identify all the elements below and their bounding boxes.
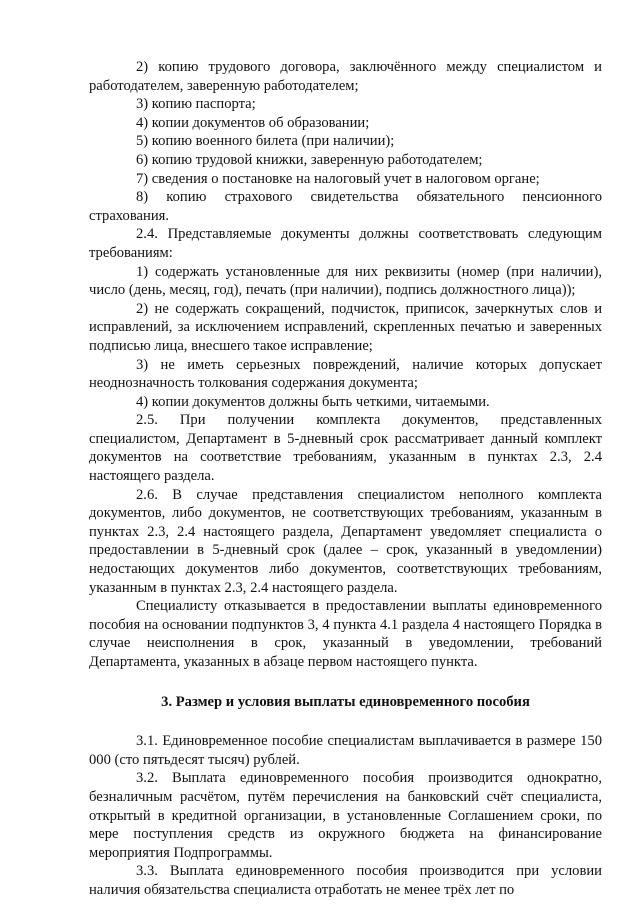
- paragraph: Специалисту отказывается в предоставлении выплаты единовременного пособия на основании подпунктов 3, 4 пункта 4.1 раздела 4 настоящего Порядка в случае неисполнения в срок, указанный в уведомлении, требований Департамента, указанных в абзаце первом настоящего пункта.: [89, 598, 602, 670]
- paragraph: 3.1. Единовременное пособие специалистам выплачивается в размере 150 000 (сто пятьдесят тысяч) рублей.: [89, 733, 602, 768]
- document-body: [89, 58, 602, 900]
- paragraph: 3) копию паспорта;: [136, 96, 256, 113]
- paragraph: 2.4. Представляемые документы должны соответствовать следующим требованиям:: [89, 226, 602, 261]
- paragraph: 2.5. При получении комплекта документов, представленных специалистом, Департамент в 5-дневный срок рассматривает данный комплект документов на соответствие требованиям, указанным в пунктах 2.3, 2.4 настоящего раздела.: [89, 412, 602, 485]
- paragraph: 4) копии документов должны быть четкими, читаемыми.: [136, 393, 490, 410]
- paragraph: 1) содержать установленные для них реквизиты (номер (при наличии), число (день, месяц, год), печать (при наличии), подпись должностного лица));: [89, 263, 602, 299]
- paragraph: 5) копию военного билета (при наличии);: [136, 133, 395, 150]
- paragraph: 3.2. Выплата единовременного пособия производится однократно, безналичным расчётом, путём перечисления на банковский счёт специалиста, открытый в кредитной организации, в установленные Соглашением сроки, по мере поступления средств из окружного бюджета на финансирование мероприятия Подпрограммы.: [89, 770, 602, 861]
- paragraph: 3) не иметь серьезных повреждений, наличие которых допускает неоднозначность толкования содержания документа;: [89, 356, 602, 392]
- paragraph: 6) копию трудовой книжки, заверенную работодателем;: [136, 151, 483, 168]
- paragraph: 7) сведения о постановке на налоговый учет в налоговом органе;: [136, 170, 540, 187]
- paragraph: 4) копии документов об образовании;: [136, 114, 370, 131]
- paragraph: 3.3. Выплата единовременного пособия производится при условии наличия обязательства специалиста отработать не менее трёх лет по: [89, 863, 602, 898]
- paragraph: 2) не содержать сокращений, подчисток, приписок, зачеркнутых слов и исправлений, за исключением исправлений, скрепленных печатью и заверенных подписью лица, внесшего такое исправление;: [89, 300, 602, 354]
- paragraph: 2) копию трудового договора, заключённого между специалистом и работодателем, заверенную работодателем;: [89, 59, 602, 94]
- paragraph: 2.6. В случае представления специалистом неполного комплекта документов, либо документов, не соответствующих требованиям, указанным в пунктах 2.3, 2.4 настоящего раздела, Департамент уведомляет специалиста о предоставлении в 5-дневный срок (далее – срок, указанный в уведомлении) недостающих документов либо документов, соответствующих требованиям, указанным в пунктах 2.3, 2.4 настоящего раздела.: [89, 486, 602, 596]
- section-heading: 3. Размер и условия выплаты единовременного пособия: [161, 693, 530, 710]
- paragraph: 8) копию страхового свидетельства обязательного пенсионного страхования.: [89, 189, 602, 224]
